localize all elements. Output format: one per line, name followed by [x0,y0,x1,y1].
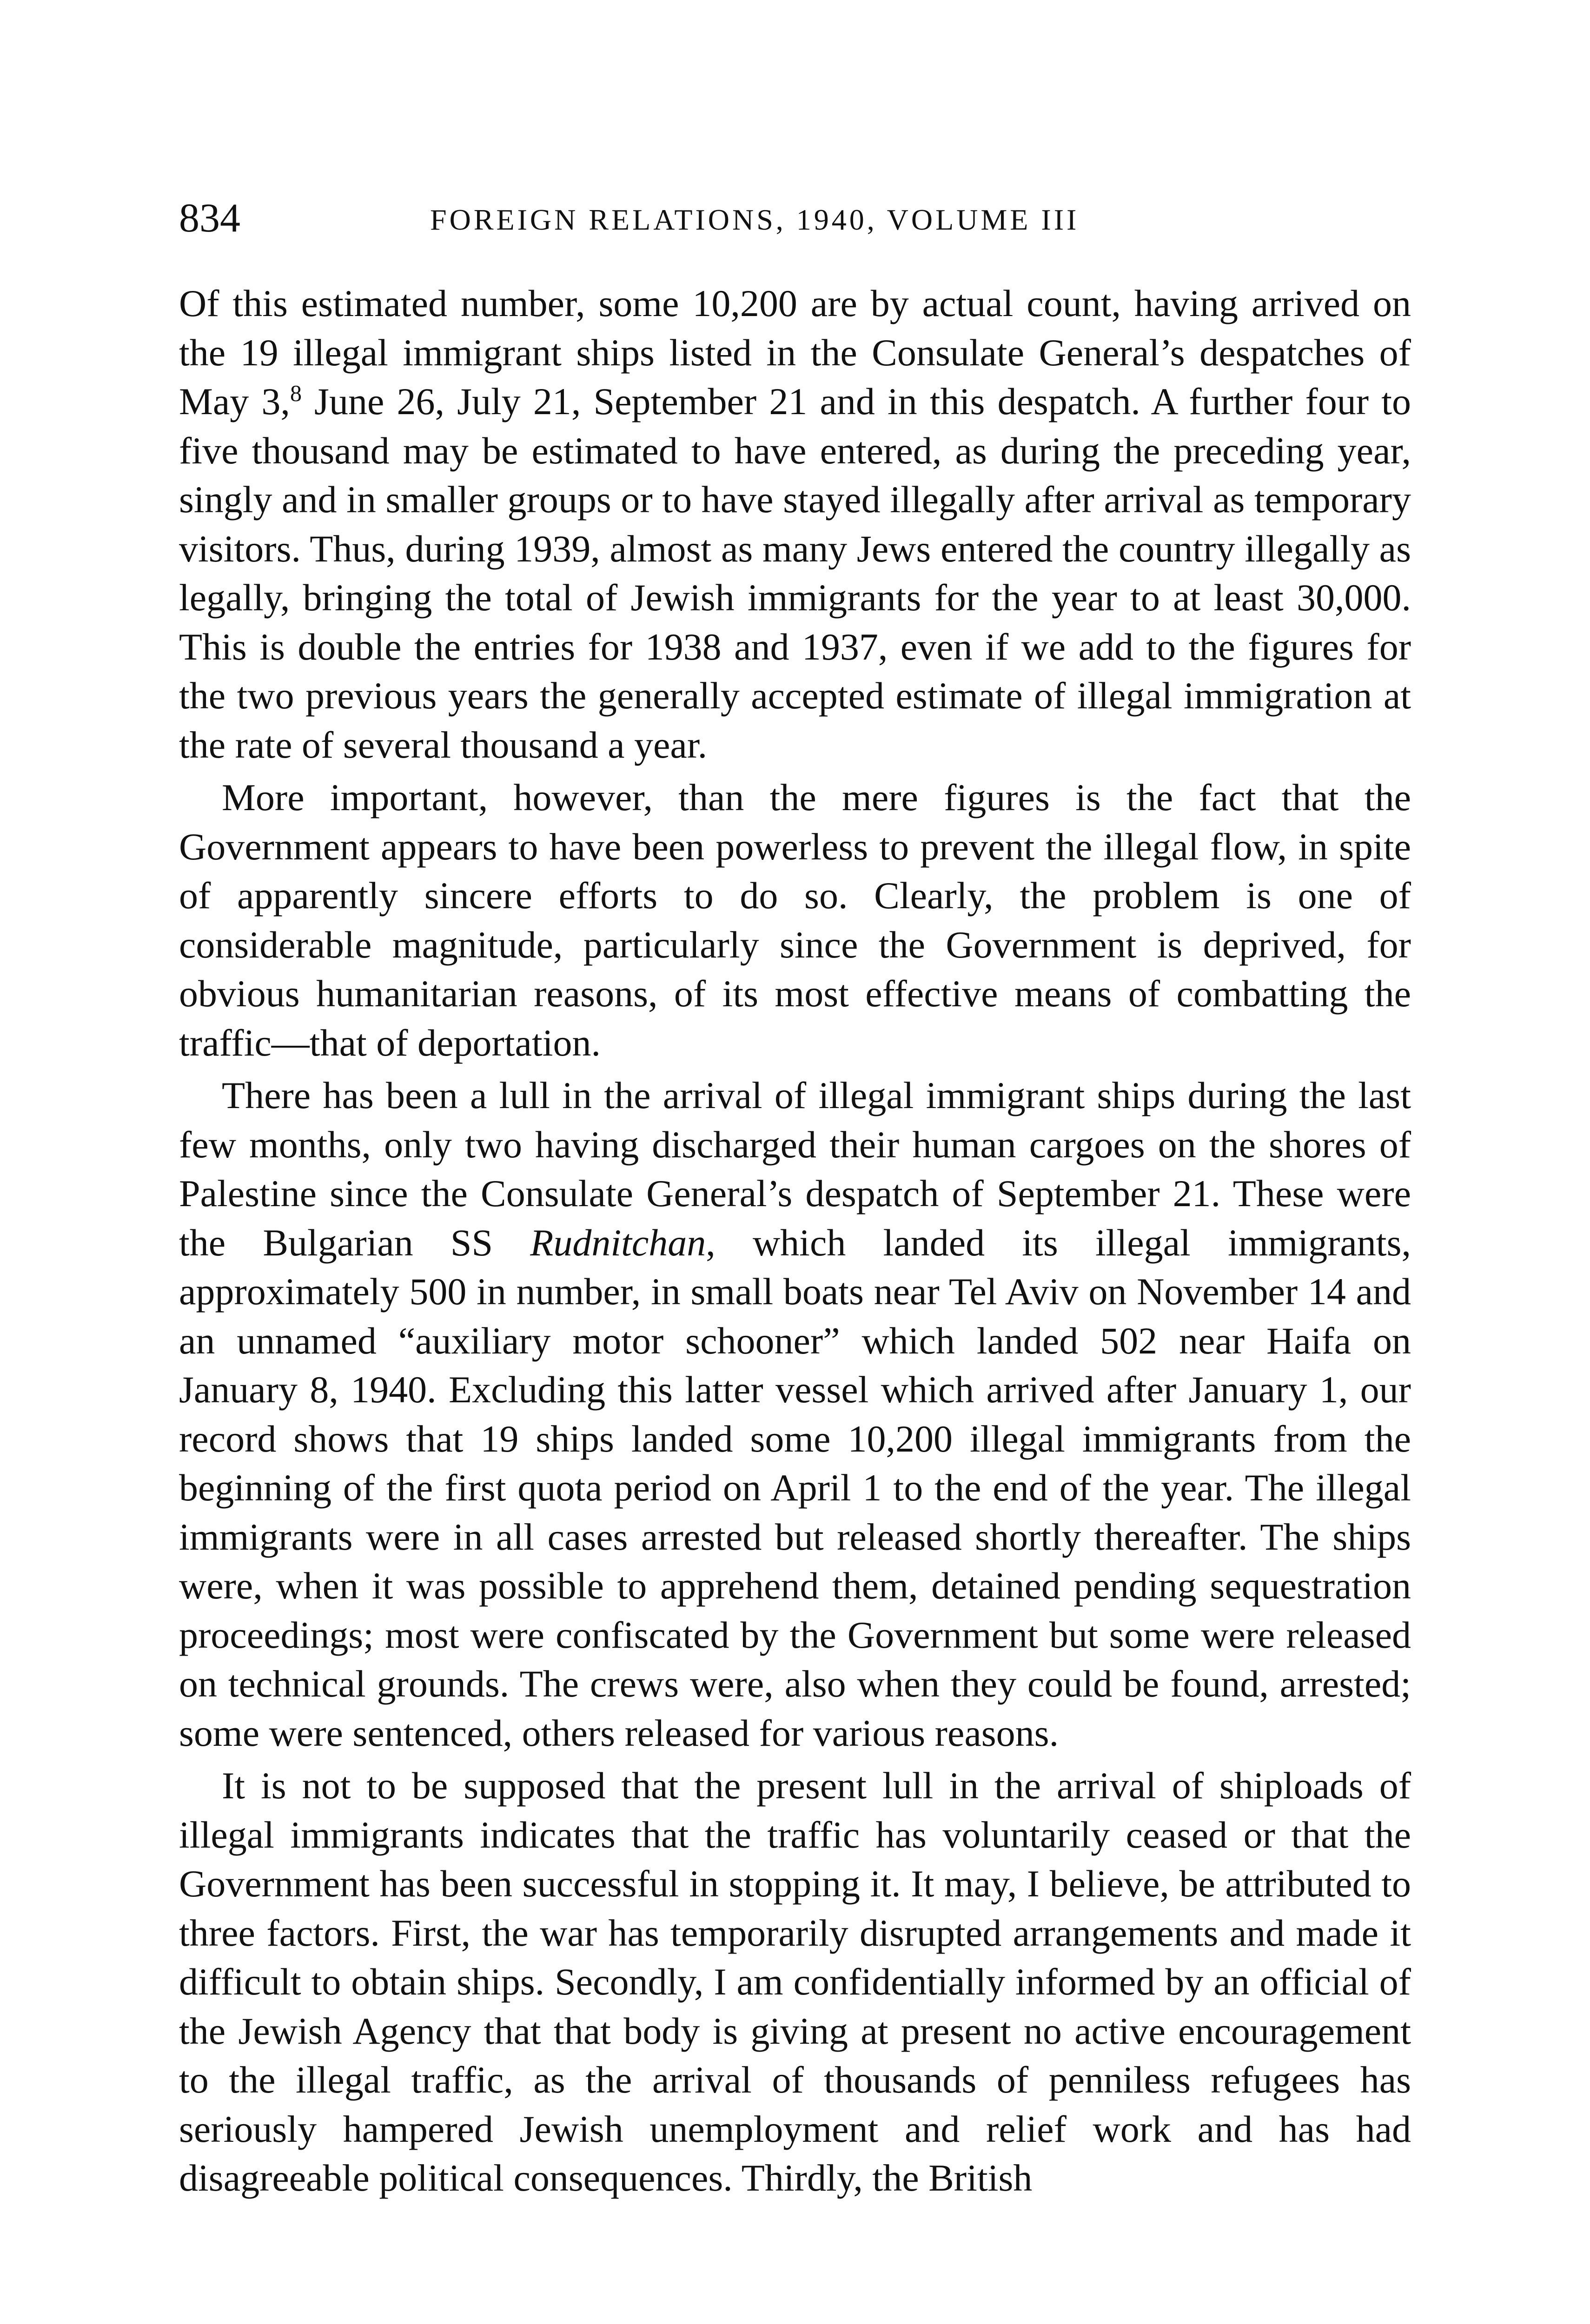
paragraph-2: More important, however, than the mere figures is the fact that the Government appears to have been powerless to prevent the illegal flow, in spite of apparently sincere efforts to do so. Clearly, the problem is one of considerable magnitude, particularly since the Government is deprived, for obvious humanitarian reasons, of its most effective means of combatting the traffic—that of deportation. [179,776,1411,1064]
page-number: 834 [179,196,240,241]
running-title: FOREIGN RELATIONS, 1940, VOLUME III [430,203,1080,236]
ship-name: Rudnitchan [530,1221,706,1264]
paragraph-1 [179,279,1411,769]
paragraph-3-text-a: There has been a lull in the arrival of illegal immigrant ships during the last few months, only two having discharged their human cargoes on the shores of Palestine since the Consulate General’s despatch of September 21. These were the Bulgarian SS [179,1074,1411,1264]
paragraph-1-text-a: Of this estimated number, some 10,200 are by actual count, having arrived on the 19 illegal immigrant ships listed in the Consulate General’s despatches of May 3, [179,282,1411,423]
running-head [179,193,1411,244]
paragraph-3 [179,1071,1411,1757]
paragraph-4: It is not to be supposed that the present lull in the arrival of shiploads of illegal immigrants indicates that the traffic has voluntarily ceased or that the Government has been successful in stopping it. It may, I believe, be attributed to three factors. First, the war has temporarily disrupted arrangements and made it difficult to obtain ships. Secondly, I am confidentially informed by an official of the Jewish Agency that that body is giving at present no active encouragement to the illegal traffic, as the arrival of thousands of penniless refugees has seriously hampered Jewish unemployment and relief work and has had disagreeable political consequences. Thirdly, the British [179,1764,1411,2199]
footnote-reference[interactable]: 8 [290,380,302,406]
paragraph-3-text-b: , which landed its illegal immigrants, approximately 500 in number, in small boats near Tel Aviv on November 14 and an unnamed “auxiliary motor schooner” which landed 502 near Haifa on January 8, 1940. Excluding this latter vessel which arrived after January 1, our record shows that 19 ships landed some 10,200 illegal immigrants from the beginning of the first quota period on April 1 to the end of the year. The illegal immigrants were in all cases arrested but released shortly thereafter. The ships were, when it was possible to apprehend them, detained pending sequestration proceedings; most were confiscated by the Government but some were released on technical grounds. The crews were, also when they could be found, arrested; some were sentenced, others released for various reasons. [179,1221,1411,1754]
paragraph-1-text-b: June 26, July 21, September 21 and in this despatch. A further four to five thousand may be estimated to have entered, as during the preceding year, singly and in smaller groups or to have stayed illegally after arrival as temporary visitors. Thus, during 1939, almost as many Jews entered the country illegally as legally, bringing the total of Jewish immigrants for the year to at least 30,000. This is double the entries for 1938 and 1937, even if we add to the figures for the two previous years the generally accepted estimate of illegal immigration at the rate of several thousand a year. [179,380,1411,766]
body-text [179,279,1411,2206]
